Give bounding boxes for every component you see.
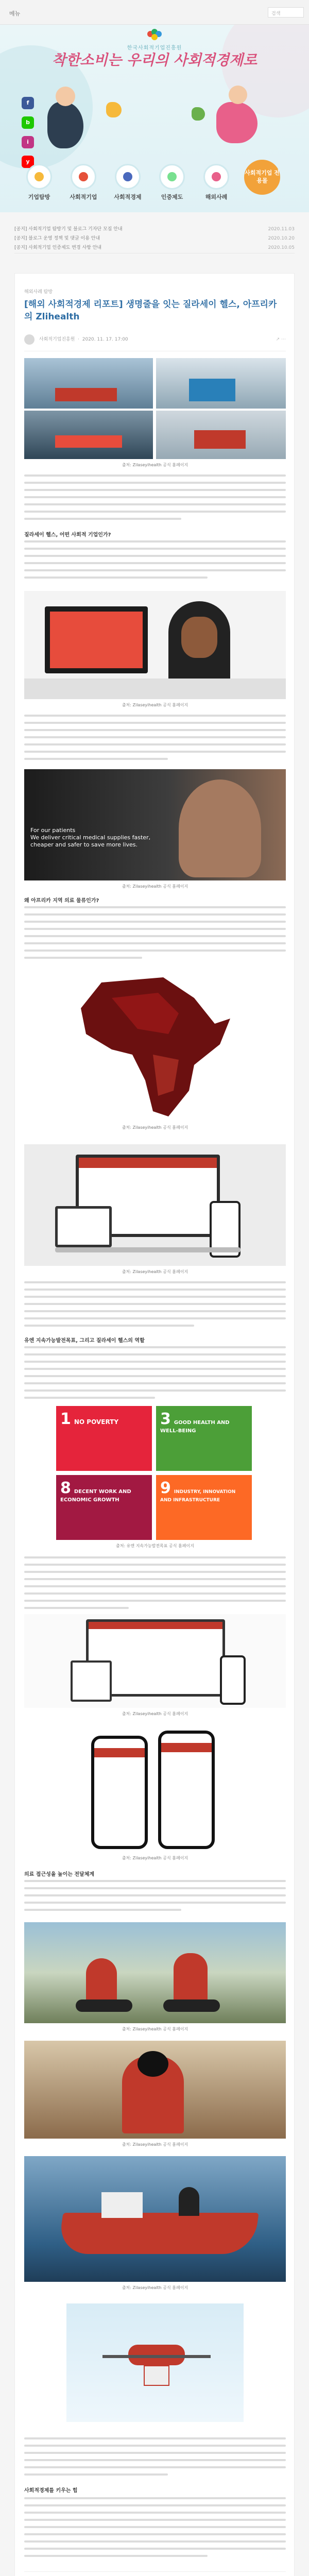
section-heading: 의료 접근성을 높이는 전달체계 xyxy=(24,1872,95,1877)
instagram-icon[interactable]: i xyxy=(22,136,34,148)
author-name: 사회적기업진흥원 xyxy=(39,337,75,342)
image-caption: 출처: Zilaseyihealth 공식 홈페이지 xyxy=(122,1125,188,1130)
article-image xyxy=(24,591,286,699)
article-category[interactable]: 해외사례 탐방 xyxy=(24,290,53,295)
post-date: 2020. 11. 17. 17:00 xyxy=(82,337,128,342)
category-icon xyxy=(203,164,229,190)
image-caption: 출처: Zilaseyihealth 공식 홈페이지 xyxy=(122,2285,188,2290)
article-image xyxy=(24,1725,286,1852)
category-icon xyxy=(115,164,141,190)
shop-button[interactable]: 사회적기업 전용몰 xyxy=(244,160,280,195)
article-title: [해외 사회적경제 리포트] 생명줄을 잇는 질라세이 헬스, 아프리카의 Zlihealth xyxy=(24,299,277,322)
facebook-icon[interactable]: f xyxy=(22,97,34,109)
category-item[interactable]: 사회적경제 xyxy=(107,164,148,201)
top-bar xyxy=(0,0,309,25)
search-input[interactable]: 검색 xyxy=(268,7,304,18)
article-card xyxy=(14,273,295,2576)
sdg-tile: 8 DECENT WORK AND ECONOMIC GROWTH xyxy=(56,1475,152,1540)
article-paragraph xyxy=(24,1880,286,1916)
article-paragraph xyxy=(24,2437,286,2481)
logo-icon[interactable] xyxy=(146,28,163,42)
image-caption: 출처: Zilaseyihealth 공식 홈페이지 xyxy=(122,1711,188,1716)
section-heading: 유엔 지속가능발전목표, 그리고 질라세이 헬스의 역할 xyxy=(24,1338,145,1344)
image-caption: 출처: Zilaseyihealth 공식 홈페이지 xyxy=(122,463,188,467)
image-caption: 출처: Zilaseyihealth 공식 홈페이지 xyxy=(122,884,188,889)
notice-list xyxy=(14,225,295,253)
banner-text: For our patients We deliver critical medical supplies faster, cheaper and safer to save more lives. xyxy=(30,827,151,848)
closing-heading: 사회적경제를 키우는 힘 xyxy=(24,2488,78,2494)
article-paragraph xyxy=(24,906,286,964)
notice-item[interactable]: [공지] 사회적기업 인증제도 변경 사항 안내 2020.10.05 xyxy=(14,245,295,250)
sdg-tile: 3 GOOD HEALTH AND WELL-BEING xyxy=(156,1406,252,1471)
image-caption: 출처: Zilaseyihealth 공식 홈페이지 xyxy=(122,1856,188,1860)
org-name: 한국사회적기업진흥원 xyxy=(127,45,182,51)
article-paragraph xyxy=(24,1281,286,1332)
africa-map-icon xyxy=(24,967,286,1122)
category-icon xyxy=(71,164,96,190)
blog-header xyxy=(0,25,309,212)
image-caption: 출처: Zilaseyihealth 공식 홈페이지 xyxy=(122,1269,188,1274)
image-caption: 출처: Zilaseyihealth 공식 홈페이지 xyxy=(122,703,188,707)
article-image xyxy=(24,967,286,1122)
article-image xyxy=(66,2303,244,2422)
image-caption: 출처: Zilaseyihealth 공식 홈페이지 xyxy=(122,2027,188,2031)
article-paragraph xyxy=(24,1556,286,1614)
category-item[interactable]: 해외사례 xyxy=(196,164,237,201)
article-image xyxy=(24,769,286,880)
notice-item[interactable]: [공지] 블로그 운영 정책 및 댓글 이용 안내 2020.10.20 xyxy=(14,236,295,241)
section-heading: 왜 아프리카 지역 의료 물류인가? xyxy=(24,898,99,904)
sdg-image xyxy=(56,1406,252,1540)
article-image xyxy=(24,358,286,459)
category-icon xyxy=(26,164,52,190)
divider xyxy=(24,2571,286,2572)
sdg-tile: 1 NO POVERTY xyxy=(56,1406,152,1471)
youtube-icon[interactable]: y xyxy=(22,156,34,168)
blog-icon[interactable]: b xyxy=(22,116,34,129)
article-paragraph xyxy=(24,540,286,584)
article-paragraph xyxy=(24,474,286,525)
sdg-tile: 9 INDUSTRY, INNOVATION AND INFRASTRUCTURE xyxy=(156,1475,252,1540)
notice-item[interactable]: [공지] 사회적기업 탐방기 및 블로그 기자단 모집 안내 2020.11.03 xyxy=(14,227,295,232)
section-heading: 질라세이 헬스, 어떤 사회적 기업인가? xyxy=(24,532,111,538)
category-item[interactable]: 기업탐방 xyxy=(19,164,60,201)
article-image xyxy=(24,2156,286,2282)
article-image xyxy=(24,1144,286,1266)
article-meta: 사회적기업진흥원 · 2020. 11. 17. 17:00 ↗ ⋯ xyxy=(24,333,286,346)
article-image xyxy=(24,1614,286,1708)
category-item[interactable]: 인증제도 xyxy=(151,164,193,201)
article-image xyxy=(24,2041,286,2139)
image-caption: 출처: 유엔 지속가능발전목표 공식 홈페이지 xyxy=(116,1544,194,1548)
article-paragraph xyxy=(24,2497,286,2562)
blog-slogan: 착한소비는 우리의 사회적경제로 xyxy=(52,52,258,69)
category-item[interactable]: 사회적기업 xyxy=(63,164,104,201)
author-avatar xyxy=(24,334,35,345)
article-paragraph xyxy=(24,1346,286,1404)
menu-button[interactable]: 메뉴 xyxy=(9,10,21,17)
category-icon xyxy=(159,164,185,190)
image-caption: 출처: Zilaseyihealth 공식 홈페이지 xyxy=(122,2142,188,2147)
article-image xyxy=(24,1922,286,2023)
share-icon[interactable]: ↗ ⋯ xyxy=(276,337,286,342)
article-paragraph xyxy=(24,715,286,765)
